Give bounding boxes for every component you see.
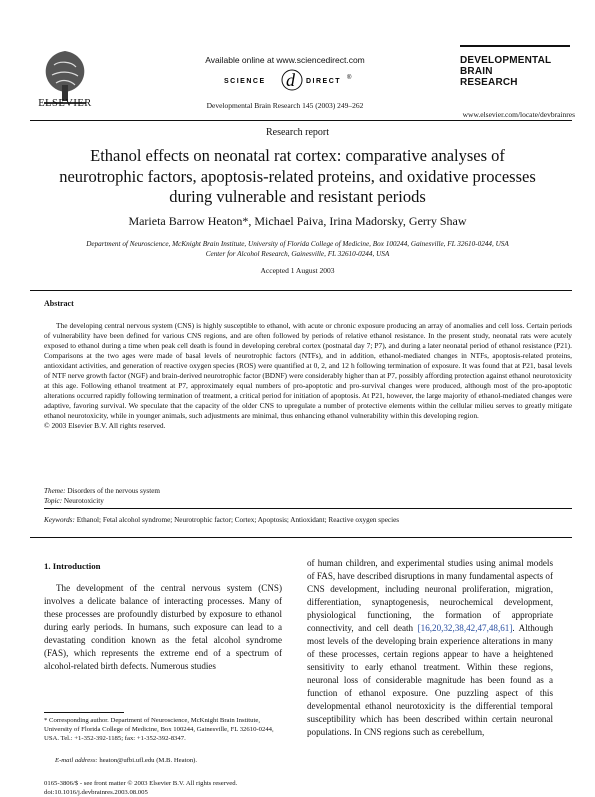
publisher-name: ELSEVIER: [38, 98, 92, 109]
intro-right-text-1: of human children, and experimental studies using animal models of FAS, have described disruptions in many fundamental aspects of CNS development, including neuronal proliferation, migration, differentiation, synaptogenesis, neurochemical development, physiological functioning, the formation of appropriate connectivity, and cell death: [307, 558, 553, 633]
issn-line: 0165-3806/$ - see front matter © 2003 Elsevier B.V. All rights reserved.: [44, 780, 238, 787]
body-top-rule: [30, 537, 572, 538]
theme-label: Theme:: [44, 487, 66, 495]
intro-right-text-2: . Although most levels of the developing brain experience alterations in many of these processes, certain regions appear to have a heightened sensitivity to early ethanol treatment. Within these regions, neuronal loss of considerable magnitude has been found as a function of ethanol exposure. One puzzling aspect of this developmental ethanol neurotoxicity is the differential temporal susceptibility which has been described within certain neuronal populations. In CNS regions such as cerebellum,: [307, 623, 553, 737]
keywords: [44, 516, 572, 524]
journal-citation: Developmental Brain Research 145 (2003) 249–262: [206, 101, 364, 110]
svg-text:d: d: [286, 70, 295, 90]
accepted-date: Accepted 1 August 2003: [260, 266, 335, 275]
keywords-rule: [44, 508, 572, 509]
abstract-text: The developing central nervous system (CNS) is highly susceptible to ethanol, with acute or chronic exposure producing an array of anomalies and cell loss. Certain periods of vulnerability have been defined for various CNS regions, and are often followed by periods of relative ethanol resistance. In the present study, neonatal rats were acutely exposed to ethanol during a time when peak cell death is found in developing cerebral cortex (postnatal day 7; P7), and during a later neonatal period of ethanol resistance (P21). Comparisons at the two ages were made of basal levels of neurotrophic factors (NTFs), and in addition, ethanol-mediated changes in NTFs, apoptosis-related proteins, antioxidant activities, and generation of reactive oxygen species (ROS) were quantified at 0, 2, and 12 h following termination of exposure. It was found that at P21, basal levels of NTF nerve growth factor (NGF) and brain-derived neurotrophic factor (BDNF) were considerably higher than at P7, possibly affording protection against ethanol neurotoxicity at this age. Following ethanol treatment at P7, approximately equal numbers of pro-apoptotic and pro-survival changes were produced, although most of the pro-apoptotic alterations occurred rapidly following termination of treatment, a critical period for initiation of apoptosis. At P21, however, the large majority of ethanol-mediated changes were adaptive, favoring survival. We speculate that the capacity of the older CNS to upregulate a number of protective elements within the cellular milieu serves to greatly mitigate ethanol neurotoxicity, while in younger animals, such adjustments are minimal, thus enhancing ethanol vulnerability within this developing region.: [44, 321, 572, 420]
affiliations: [40, 239, 555, 259]
topic-value: Neurotoxicity: [63, 497, 104, 505]
corresponding-author-note: * Corresponding author. Department of Neuroscience, McKnight Brain Institute, University of Florida College of Medicine, Box 100244, Gainesville, FL 32610-0244, USA. Tel.: +1-352-392-1185; fax: +1-352-392-8347.: [44, 717, 274, 742]
issn-block: [44, 779, 324, 797]
abstract-body: [44, 321, 572, 431]
journal-logo-line-1: DEVELOPMENTAL: [460, 55, 552, 66]
keywords-value: Ethanol; Fetal alcohol syndrome; Neurotrophic factor; Cortex; Apoptosis; Antioxidant; Reactive oxygen species: [76, 516, 400, 524]
journal-url[interactable]: www.elsevier.com/locate/devbrainres: [462, 110, 575, 119]
intro-left-column: [44, 582, 282, 673]
intro-right-column: [307, 557, 553, 739]
article-title: Ethanol effects on neonatal rat cortex: comparative analyses of neurotrophic factors, apoptosis-related proteins, and oxidative processes during vulnerable and resistant periods: [59, 146, 536, 206]
keywords-label: Keywords:: [44, 516, 75, 524]
footnote-rule: [44, 712, 124, 713]
email-line: [55, 757, 197, 764]
header-rule: [30, 120, 572, 121]
intro-paragraph-1: The development of the central nervous system (CNS) involves a delicate balance of interacting processes. Many of these processes are profoundly disturbed by exposure to ethanol during early periods. In humans, such exposure can lead to a devastating condition known as the fetal alcohol syndrome (FAS), which represents the extreme end of a spectrum of alcohol-related birth defects. Numerous studies: [44, 583, 282, 671]
abstract-copyright: © 2003 Elsevier B.V. All rights reserved.: [44, 421, 166, 430]
svg-text:®: ®: [347, 75, 352, 81]
journal-logo: [460, 55, 570, 88]
theme-topic: [44, 486, 160, 506]
journal-logo-line-3: RESEARCH: [460, 77, 518, 88]
sciencedirect-logo: [220, 67, 360, 93]
affiliation-2: Center for Alcohol Research, Gainesville, FL 32610-0244, USA: [205, 250, 390, 258]
affiliation-1: Department of Neuroscience, McKnight Brain Institute, University of Florida College of Medicine, Box 100244, Gainesville, FL 32610-0244, USA: [86, 240, 509, 248]
author-list: Marieta Barrow Heaton*, Michael Paiva, Irina Madorsky, Gerry Shaw: [128, 214, 467, 228]
svg-text:DIRECT: DIRECT: [306, 78, 342, 85]
available-online-text[interactable]: Available online at www.sciencedirect.com: [205, 55, 365, 65]
email-label: E-mail address:: [55, 757, 98, 764]
footnote-corresponding: [44, 716, 282, 743]
section-heading-introduction: 1. Introduction: [44, 561, 101, 571]
doi-line[interactable]: doi:10.1016/j.devbrainres.2003.08.005: [44, 789, 148, 796]
abstract-heading: Abstract: [44, 299, 74, 308]
email-address[interactable]: heaton@ufbi.ufl.edu (M.B. Heaton).: [99, 757, 198, 764]
svg-text:SCIENCE: SCIENCE: [224, 78, 266, 85]
journal-logo-line-2: BRAIN: [460, 66, 493, 77]
topic-label: Topic:: [44, 497, 63, 505]
article-type: Research report: [265, 127, 330, 138]
abstract-top-rule: [30, 290, 572, 291]
journal-logo-rule: [460, 45, 570, 47]
citation-link[interactable]: [16,20,32,38,42,47,48,61]: [417, 623, 513, 633]
theme-value: Disorders of the nervous system: [67, 487, 160, 495]
